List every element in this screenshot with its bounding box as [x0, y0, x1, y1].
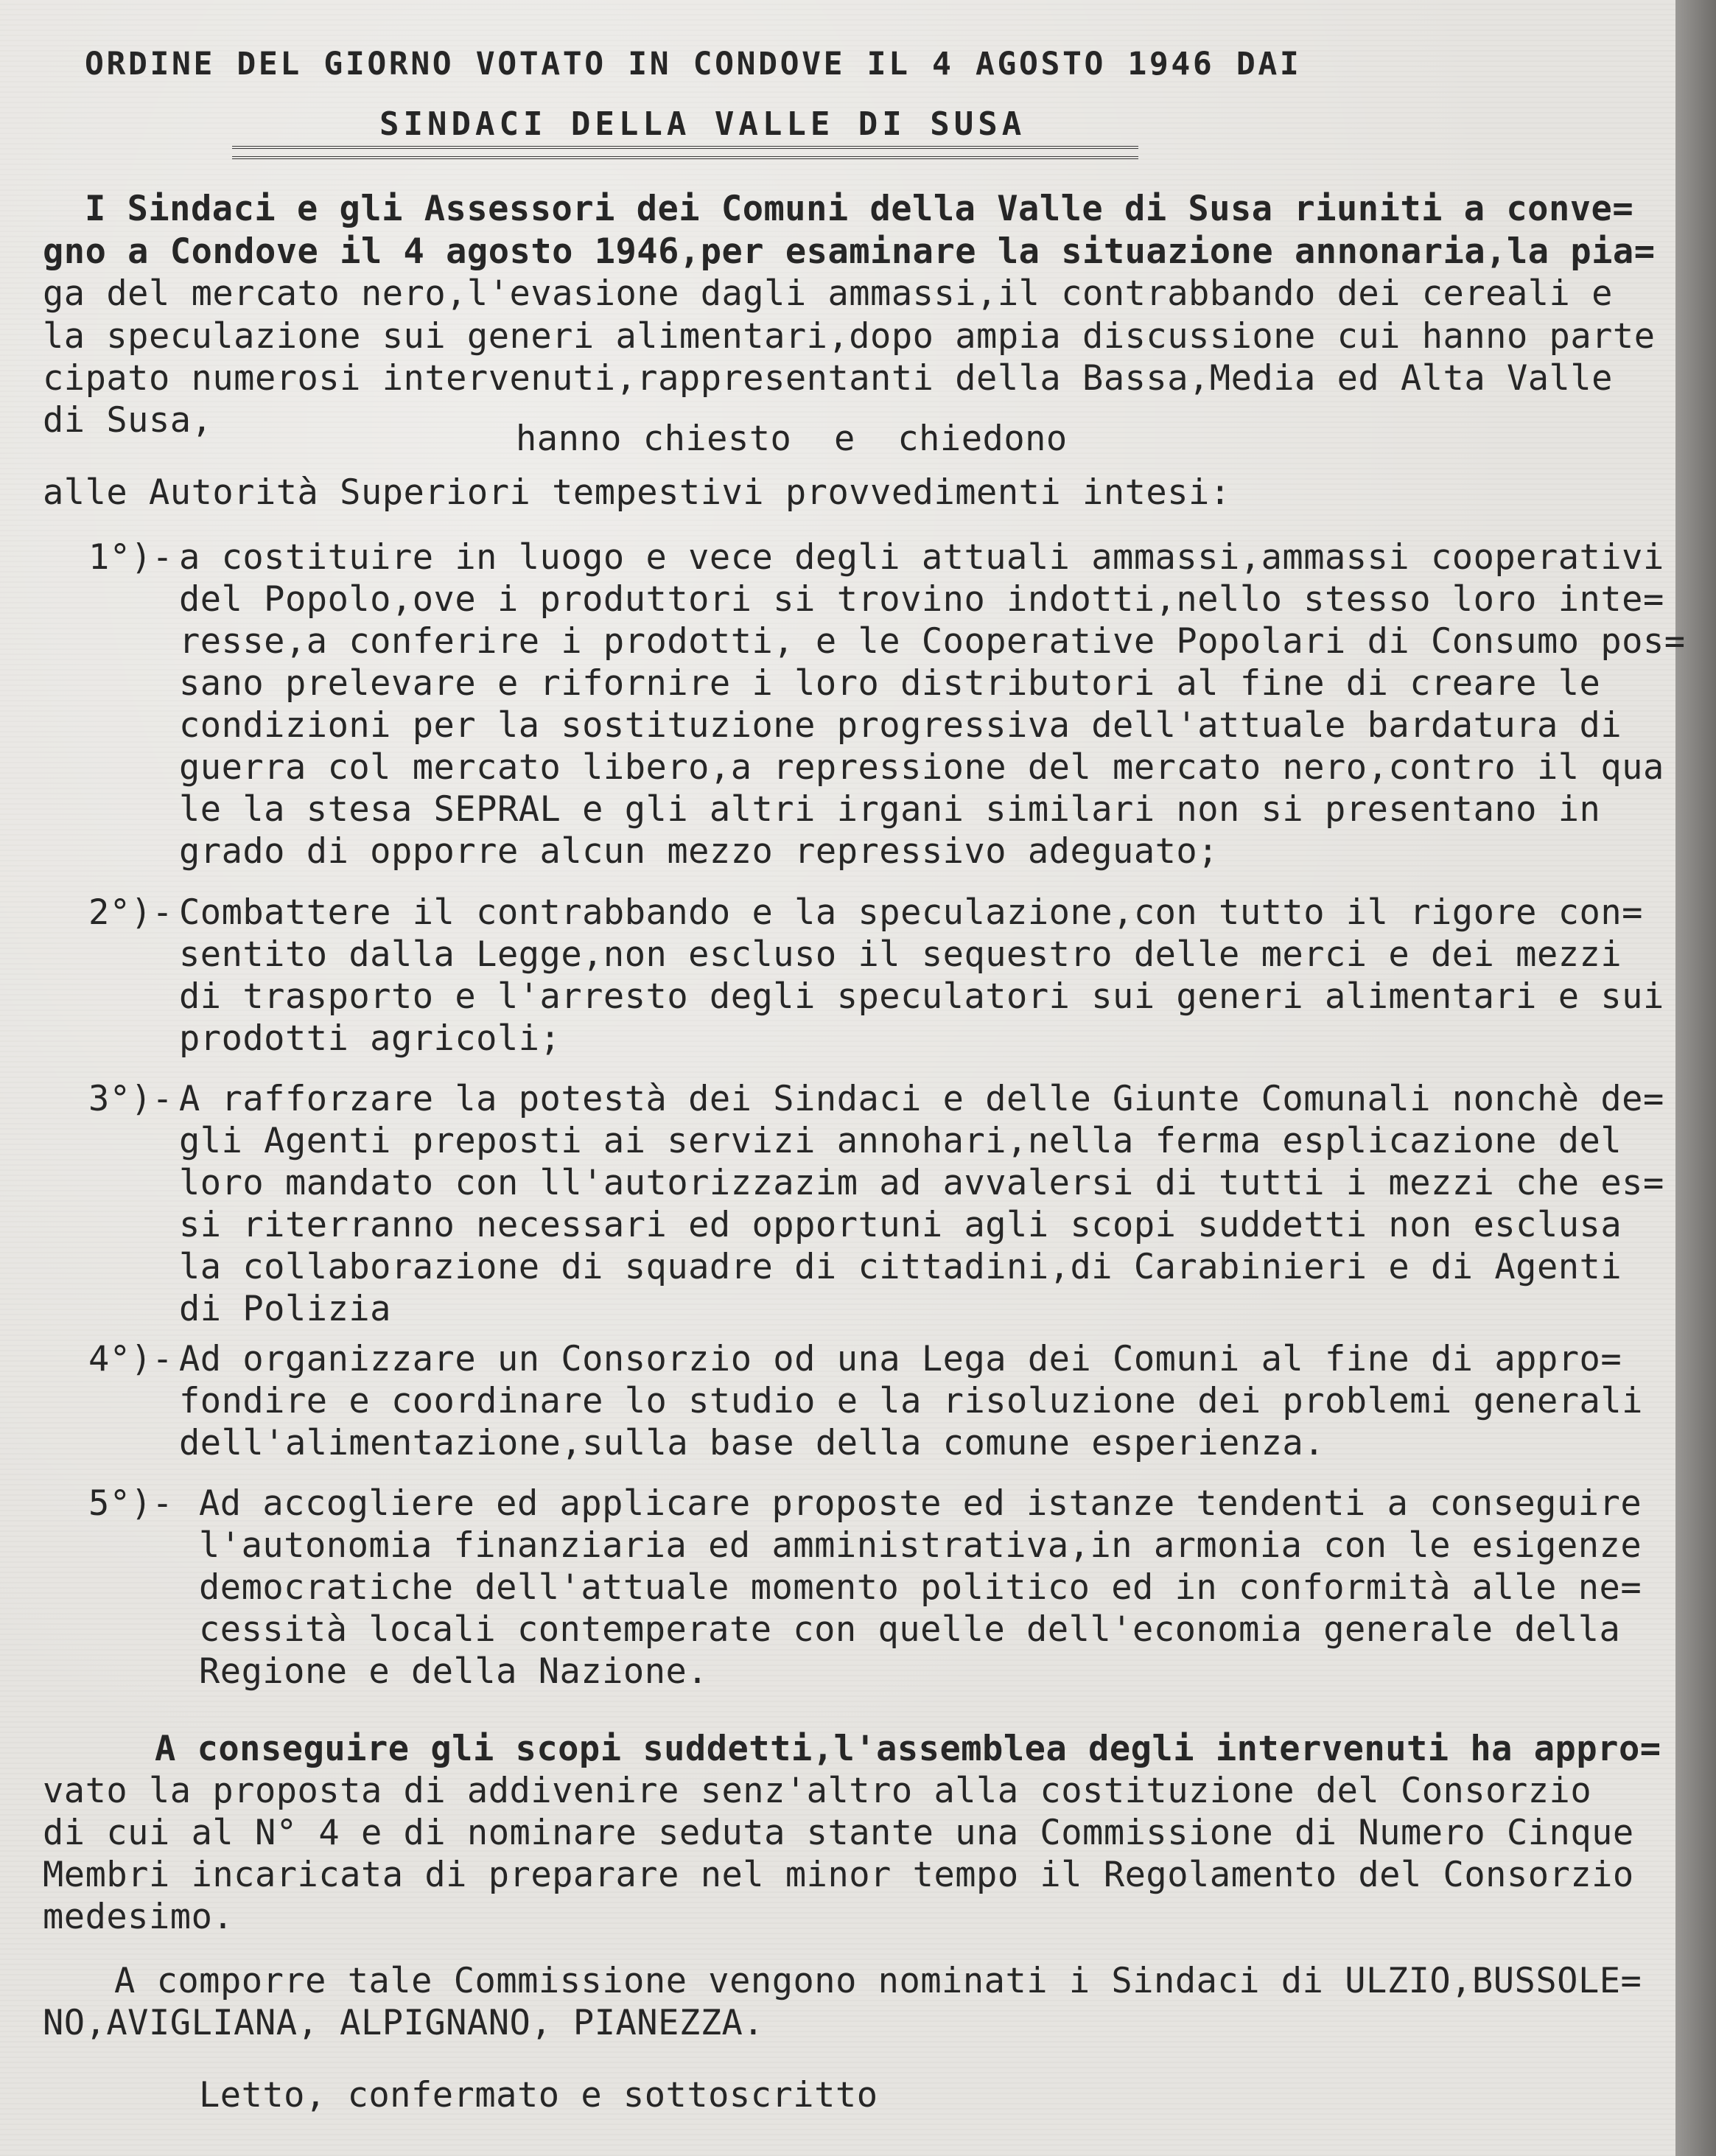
signoff: Letto, confermato e sottoscritto: [199, 2075, 878, 2115]
point-line: le la stesa SEPRAL e gli altri irgani similari non si presentano in: [179, 789, 1601, 830]
point-line: a costituire in luogo e vece degli attuali ammassi,ammassi cooperativi: [179, 537, 1664, 578]
point-number: 1°)-: [88, 537, 174, 578]
point-line: sentito dalla Legge,non escluso il sequestro delle merci e dei mezzi: [179, 934, 1622, 975]
point-number: 5°)-: [88, 1483, 174, 1524]
intro-line: I Sindaci e gli Assessori dei Comuni della Valle di Susa riuniti a conve=: [85, 189, 1634, 229]
intro-line: gno a Condove il 4 agosto 1946,per esaminare la situazione annonaria,la pia=: [43, 231, 1656, 272]
point-line: guerra col mercato libero,a repressione del mercato nero,contro il qua: [179, 747, 1664, 788]
intro-line: di Susa,: [43, 400, 213, 441]
point-number: 4°)-: [88, 1339, 174, 1379]
point-line: prodotti agricoli;: [179, 1018, 561, 1059]
title-line-1: ORDINE DEL GIORNO VOTATO IN CONDOVE IL 4 AGOSTO 1946 DAI: [85, 46, 1302, 83]
point-number: 2°)-: [88, 892, 174, 933]
point-line: grado di opporre alcun mezzo repressivo adeguato;: [179, 831, 1219, 872]
point-line: Ad organizzare un Consorzio od una Lega dei Comuni al fine di appro=: [179, 1339, 1622, 1379]
point-line: cessità locali contemperate con quelle dell'economia generale della: [199, 1609, 1621, 1650]
title-line-2: SINDACI DELLA VALLE DI SUSA: [379, 105, 1026, 143]
point-line: loro mandato con ll'autorizzazim ad avvalersi di tutti i mezzi che es=: [179, 1163, 1664, 1203]
point-line: di Polizia: [179, 1289, 391, 1329]
intro-line: ga del mercato nero,l'evasione dagli ammassi,il contrabbando dei cereali e: [43, 273, 1613, 314]
point-line: l'autonomia finanziaria ed amministrativa,in armonia con le esigenze: [199, 1525, 1642, 1566]
commission-line: A comporre tale Commissione vengono nominati i Sindaci di ULZIO,BUSSOLE=: [114, 1961, 1642, 2001]
point-line: si riterranno necessari ed opportuni agli scopi suddetti non esclusa: [179, 1205, 1622, 1245]
closing-line: Membri incaricata di preparare nel minor tempo il Regolamento del Consorzio: [43, 1855, 1634, 1895]
point-line: dell'alimentazione,sulla base della comune esperienza.: [179, 1423, 1325, 1463]
point-line: la collaborazione di squadre di cittadini,di Carabinieri e di Agenti: [179, 1247, 1622, 1287]
point-line: Ad accogliere ed applicare proposte ed istanze tendenti a conseguire: [199, 1483, 1642, 1524]
commission-line: NO,AVIGLIANA, ALPIGNANO, PIANEZZA.: [43, 2003, 765, 2043]
intro-line: la speculazione sui generi alimentari,dopo ampia discussione cui hanno parte: [43, 316, 1656, 357]
point-line: Regione e della Nazione.: [199, 1651, 709, 1692]
point-line: condizioni per la sostituzione progressiva dell'attuale bardatura di: [179, 705, 1622, 746]
point-line: Combattere il contrabbando e la speculazione,con tutto il rigore con=: [179, 892, 1643, 933]
request-line: alle Autorità Superiori tempestivi provvedimenti intesi:: [43, 472, 1231, 513]
closing-line: vato la proposta di addivenire senz'altro alla costituzione del Consorzio: [43, 1771, 1592, 1811]
request-center: hanno chiesto e chiedono: [516, 419, 1068, 459]
intro-line: cipato numerosi intervenuti,rappresentanti della Bassa,Media ed Alta Valle: [43, 358, 1613, 399]
point-line: fondire e coordinare lo studio e la risoluzione dei problemi generali: [179, 1381, 1643, 1421]
point-line: A rafforzare la potestà dei Sindaci e delle Giunte Comunali nonchè de=: [179, 1079, 1664, 1119]
closing-line: medesimo.: [43, 1897, 234, 1937]
point-line: gli Agenti preposti ai servizi annohari,nella ferma esplicazione del: [179, 1121, 1622, 1161]
point-number: 3°)-: [88, 1079, 174, 1119]
title-underline: [232, 146, 1138, 159]
point-line: sano prelevare e rifornire i loro distributori al fine di creare le: [179, 663, 1601, 704]
point-line: del Popolo,ove i produttori si trovino indotti,nello stesso loro inte=: [179, 579, 1664, 620]
scan-edge: [1675, 0, 1716, 2156]
point-line: democratiche dell'attuale momento politico ed in conformità alle ne=: [199, 1567, 1642, 1608]
point-line: resse,a conferire i prodotti, e le Cooperative Popolari di Consumo pos=: [179, 621, 1686, 662]
closing-line: A conseguire gli scopi suddetti,l'assemblea degli intervenuti ha appro=: [155, 1729, 1661, 1769]
closing-line: di cui al N° 4 e di nominare seduta stante una Commissione di Numero Cinque: [43, 1813, 1634, 1853]
point-line: di trasporto e l'arresto degli speculatori sui generi alimentari e sui: [179, 976, 1664, 1017]
